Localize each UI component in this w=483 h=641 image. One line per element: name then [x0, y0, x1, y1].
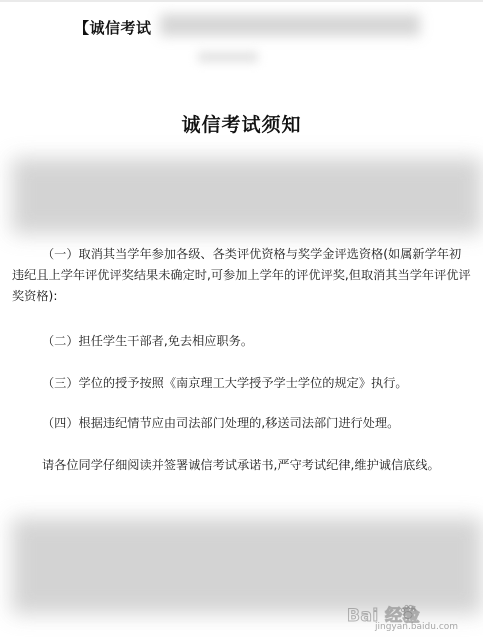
redacted-header [160, 14, 420, 36]
document-title: 诚信考试须知 [181, 114, 302, 136]
watermark-url: jingyan.baidu.com [375, 622, 459, 632]
redacted-block-top [12, 158, 482, 234]
paragraph-item-3: （三）学位的授予按照《南京理工大学授予学士学位的规定》执行。 [42, 376, 408, 390]
redacted-subheader [198, 52, 258, 62]
redacted-block-bottom [12, 518, 482, 614]
watermark-brand: Bai 经验 [347, 606, 421, 626]
baidu-jingyan-watermark [347, 601, 475, 635]
paragraph-item-2: （二）担任学生干部者,免去相应职务。 [42, 334, 254, 348]
header-title: 【诚信考试 [74, 19, 152, 37]
paragraph-item-4: （四）根据违纪情节应由司法部门处理的,移送司法部门进行处理。 [42, 416, 400, 430]
closing-paragraph: 请各位同学仔细阅读并签署诚信考试承诺书,严守考试纪律,维护诚信底线。 [42, 458, 440, 472]
paw-icon [399, 603, 417, 621]
paragraph-item-1: （一）取消其当学年参加各级、各类评优资格与奖学金评选资格(如属新学年初违纪且上学年评优评奖结果未确定时,可参加上学年的评优评奖,但取消其当学年评优评奖资格): [12, 247, 471, 303]
top-rule [0, 0, 483, 2]
